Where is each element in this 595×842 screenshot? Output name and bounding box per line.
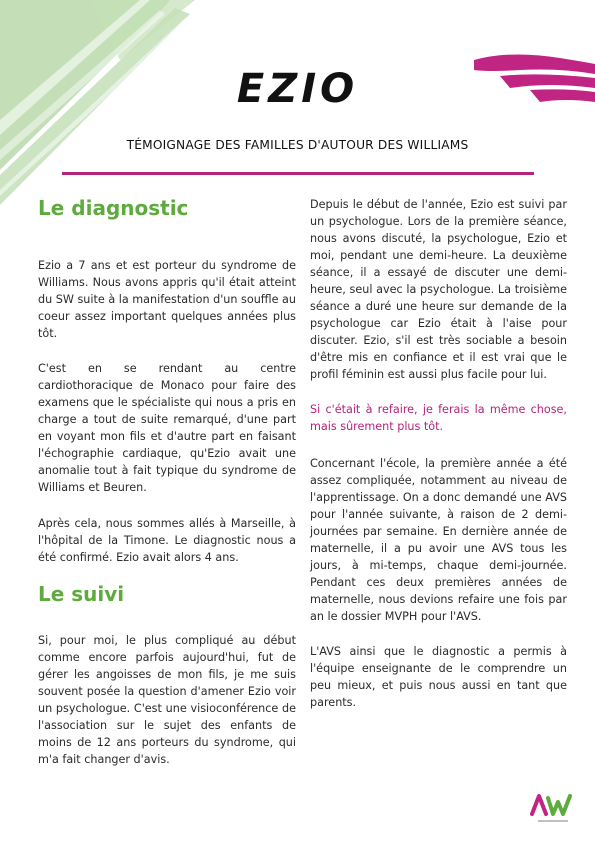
paragraph-psychologue: Depuis le début de l'année, Ezio est suivi par un psychologue. Lors de la première séance, nous avons discuté, la psychologue, Ezio et moi, pendant une demi-heure. La deuxième séance, il a essayé de discuter une demi-heure, seul avec la psychologue. La troisième séance a duré une heure sur demande de la psychologue car Ezio était à l'aise pour discuter. Ezio, s'il est très sociable a besoin d'être mis en confiance et il est vrai que le profil féminin est aussi plus facile pour lui. (310, 198, 567, 381)
paragraph-diagnostic-intro: Ezio a 7 ans et est porteur du syndrome de Williams. Nous avons appris qu'il était atteint du SW suite à la manifestation d'un souffle au coeur assez important quelques années plus tôt. (38, 259, 296, 340)
page-title: EZIO (236, 66, 359, 112)
paragraph-ecole: Concernant l'école, la première année a été assez compliquée, notamment au niveau de l'apprentissage. On a donc demandé une AVS pour l'année suivante, à raison de 2 demi-journées par semaine. En dernière année de maternelle, il a pu avoir une AVS tous les jours, à mi-temps, chaque demi-journée. Pendant ces deux premières années de maternelle, nous devions refaire une fois par an le dossier MVPH pour l'AVS. (310, 457, 567, 623)
autour-des-williams-logo (530, 792, 576, 824)
section-heading-diagnostic: Le diagnostic (38, 196, 189, 220)
paragraph-suivi: Si, pour moi, le plus compliqué au début comme encore parfois aujourd'hui, fut de gérer les angoisses de mon fils, je me suis souvent posée la question d'amener Ezio voir un psychologue. C'est une visioconférence de l'association sur le sujet des enfants de moins de 12 ans porteurs du syndrome, qui m'a fait changer d'avis. (38, 634, 296, 766)
paragraph-avs: L'AVS ainsi que le diagnostic a permis à l'équipe enseignante de le comprendre un peu mieux, et puis nous aussi en tant que parents. (310, 645, 567, 709)
left-column (38, 196, 296, 768)
page-subtitle: TÉMOIGNAGE DES FAMILLES D'AUTOUR DES WILLIAMS (126, 138, 469, 152)
highlight-quote: Si c'était à refaire, je ferais la même chose, mais sûrement plus tôt. (310, 403, 567, 433)
paragraph-diagnostic-monaco: C'est en se rendant au centre cardiothoracique de Monaco pour faire des examens que le spécialiste qui nous a pris en charge a tout de suite remarqué, d'une part en voyant mon fils et d'autre part en faisant l'échographie cardiaque, qu'Ezio avait une anomalie tout à fait typique du syndrome de Williams et Beuren. (38, 362, 296, 494)
right-column (310, 196, 567, 711)
paragraph-diagnostic-marseille: Après cela, nous sommes allés à Marseille, à l'hôpital de la Timone. Le diagnostic nous a été confirmé. Ezio avait alors 4 ans. (38, 517, 296, 564)
title-divider (62, 172, 534, 175)
section-heading-suivi: Le suivi (38, 582, 125, 606)
